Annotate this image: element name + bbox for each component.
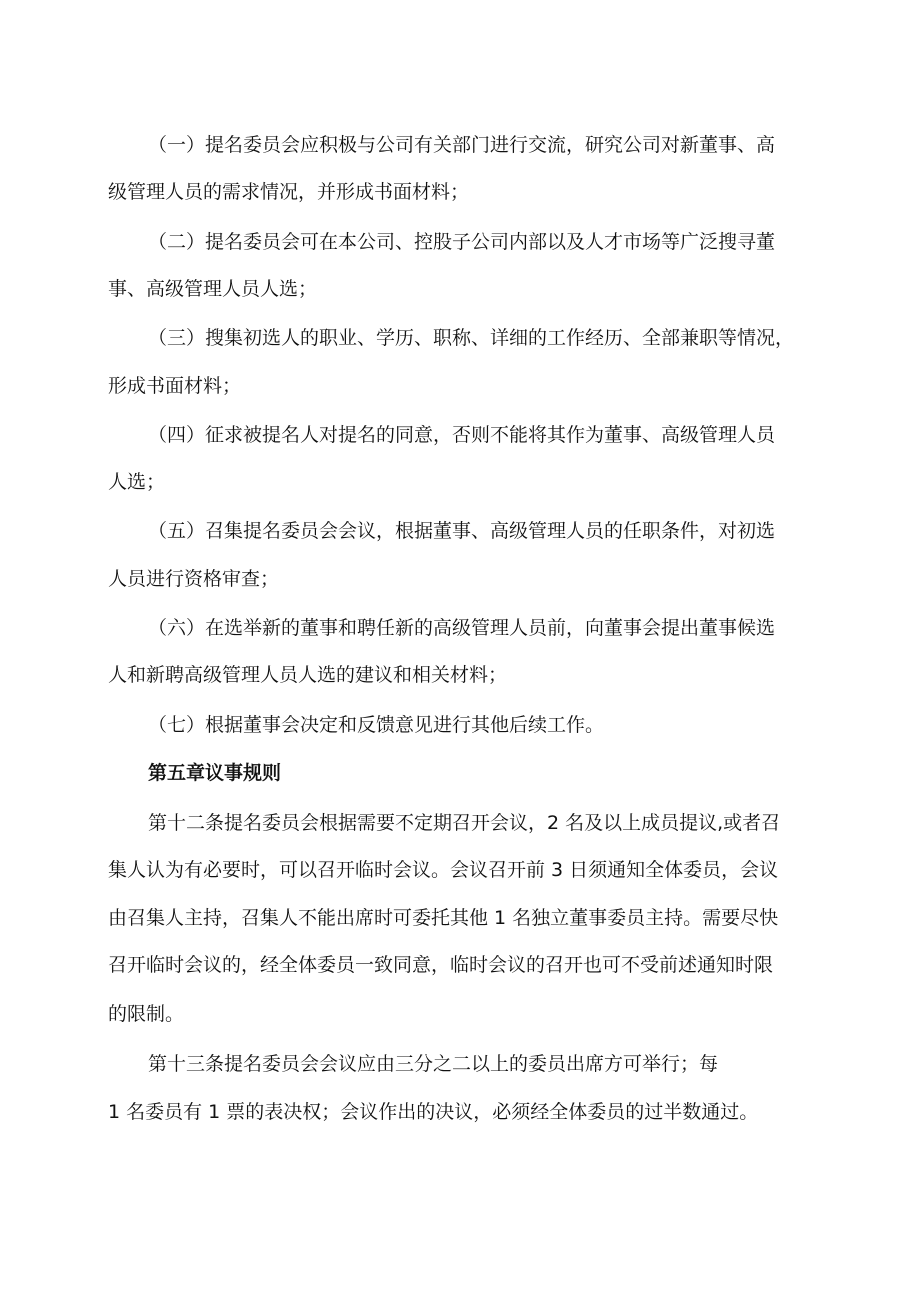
paragraph-line: 人和新聘高级管理人员人选的建议和相关材料； — [108, 664, 508, 686]
paragraph-line: 第十三条提名委员会会议应由三分之二以上的委员出席方可举行；每 — [148, 1053, 719, 1075]
paragraph-line: 人员进行资格审查； — [108, 568, 280, 590]
paragraph-line: 第十二条提名委员会根据需要不定期召开会议，2 名及以上成员提议,或者召 — [148, 812, 781, 834]
paragraph-line: 人选； — [108, 471, 166, 493]
paragraph-line: 级管理人员的需求情况，并形成书面材料； — [108, 181, 470, 203]
paragraph-line: （一）提名委员会应积极与公司有关部门进行交流，研究公司对新董事、高 — [148, 134, 776, 156]
paragraph-line: 由召集人主持，召集人不能出席时可委托其他 1 名独立董事委员主持。需要尽快 — [108, 907, 779, 929]
paragraph-line: （四）征求被提名人对提名的同意，否则不能将其作为董事、高级管理人员 — [148, 424, 776, 446]
paragraph-line: 形成书面材料； — [108, 375, 242, 397]
paragraph-line: 集人认为有必要时，可以召开临时会议。会议召开前 3 日须通知全体委员，会议 — [108, 859, 779, 881]
paragraph-line: （七）根据董事会决定和反馈意见进行其他后续工作。 — [148, 714, 605, 736]
paragraph-line: （三）搜集初选人的职业、学历、职称、详细的工作经历、全部兼职等情况， — [148, 327, 795, 349]
paragraph-line: 的限制。 — [108, 1003, 185, 1025]
paragraph-line: 召开临时会议的，经全体委员一致同意，临时会议的召开也可不受前述通知时限 — [108, 954, 774, 976]
paragraph-line: （六）在选举新的董事和聘任新的高级管理人员前，向董事会提出董事候选 — [148, 617, 776, 639]
chapter-heading: 第五章议事规则 — [148, 762, 282, 784]
paragraph-line: （五）召集提名委员会会议，根据董事、高级管理人员的任职条件，对初选 — [148, 520, 776, 542]
paragraph-line: 事、高级管理人员人选； — [108, 278, 318, 300]
paragraph-line: （二）提名委员会可在本公司、控股子公司内部以及人才市场等广泛搜寻董 — [148, 231, 776, 253]
paragraph-line: 1 名委员有 1 票的表决权；会议作出的决议，必须经全体委员的过半数通过。 — [108, 1101, 759, 1123]
